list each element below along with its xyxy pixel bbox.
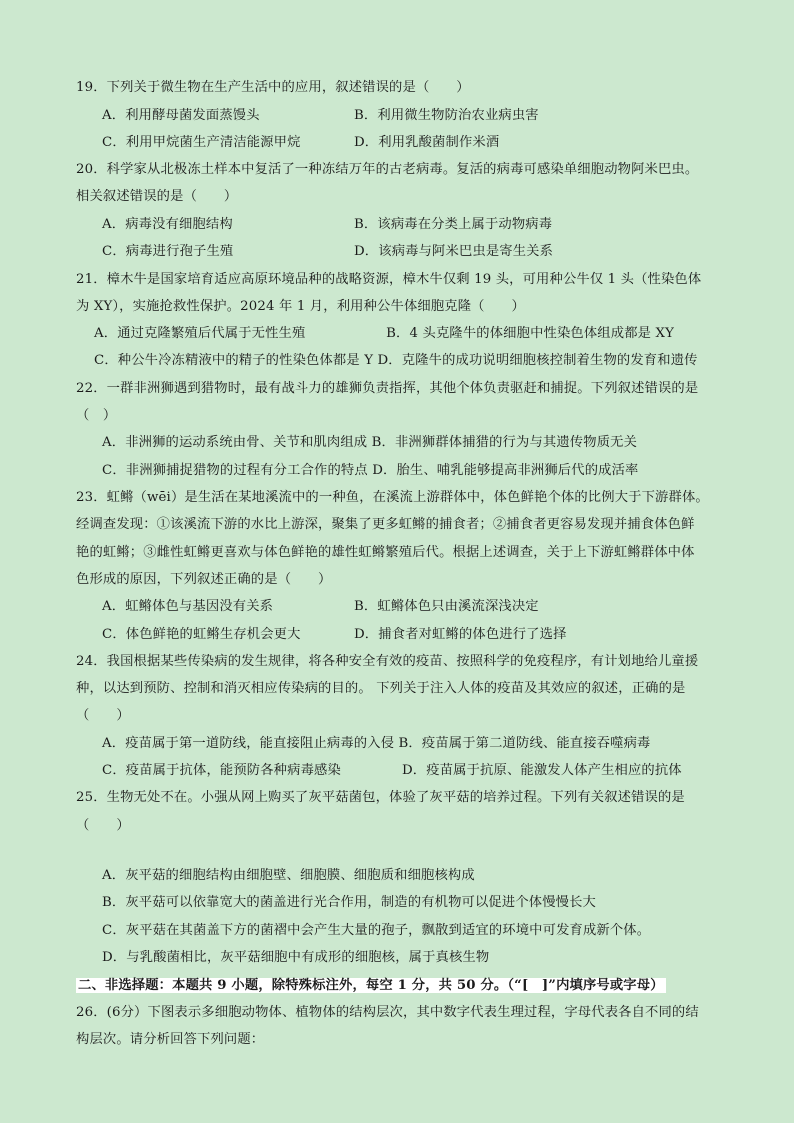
q21-options-ab: A．通过克隆繁殖后代属于无性生殖 B．4 头克隆牛的体细胞中性染色体组成都是 XY [94, 326, 675, 341]
q23-option-c: C．体色鲜艳的虹鳉生存机会更大 [102, 627, 301, 642]
section-2-title-text: 二、非选择题：本题共 9 小题，除特殊标注外，每空 1 分，共 50 分。（“[ ]”内填序号或字母） [78, 978, 664, 993]
q22-options-ab: A．非洲狮的运动系统由骨、关节和肌肉组成 B．非洲狮群体捕猎的行为与其遗传物质无关 [102, 435, 638, 450]
q26-stem-line2: 构层次。请分析回答下列问题： [76, 1032, 265, 1047]
q24-stem-line2: 种，以达到预防、控制和消灭相应传染病的目的。 下列关于注入人体的疫苗及其效应的叙述，正确的是 [76, 681, 686, 696]
q25-stem-line1: 25．生物无处不在。小强从网上购买了灰平菇菌包，体验了灰平菇的培养过程。下列有关叙述错误的是 [76, 790, 685, 805]
q24-stem-line3: （ ） [76, 708, 130, 723]
q24-option-d: D．疫苗属于抗原、能激发人体产生相应的抗体 [402, 763, 682, 778]
q19-option-d: D．利用乳酸菌制作米酒 [354, 135, 500, 150]
q23-stem-line3: 艳的虹鳉；③雌性虹鳉更喜欢与体色鲜艳的雄性虹鳉繁殖后代。根据上述调查，关于上下游虹鳉群体中体 [76, 545, 695, 560]
q19-option-c: C．利用甲烷菌生产清洁能源甲烷 [102, 135, 301, 150]
q22-stem-line1: 22．一群非洲狮遇到猎物时，最有战斗力的雄狮负责指挥，其他个体负责驱赶和捕捉。下列叙述错误的是 [76, 381, 699, 396]
q23-stem-line4: 色形成的原因，下列叙述正确的是（ ） [76, 572, 332, 587]
q19-stem: 19．下列关于微生物在生产生活中的应用，叙述错误的是（ ） [76, 80, 470, 95]
q21-stem-line1: 21．樟木牛是国家培育适应高原环境品种的战略资源，樟木牛仅剩 19 头，可用种公牛仅 1 头（性染色体 [76, 272, 702, 287]
q20-stem-line2: 相关叙述错误的是（ ） [76, 189, 238, 204]
q22-stem-line2: （ ） [76, 408, 117, 423]
section-2-title [76, 977, 666, 995]
q26-stem-line1: 26．(6分）下图表示多细胞动物体、植物体的结构层次，其中数字代表生理过程，字母代表各自不同的结 [76, 1005, 699, 1020]
q21-options-cd: C．种公牛冷冻精液中的精子的性染色体都是 Y D．克隆牛的成功说明细胞核控制着生物的发育和遗传 [94, 353, 698, 368]
q25-stem-line2: （ ） [76, 818, 130, 833]
q23-option-a: A．虹鳉体色与基因没有关系 [102, 599, 274, 614]
q19-option-b: B．利用微生物防治农业病虫害 [354, 108, 539, 123]
q25-option-c: C．灰平菇在其菌盖下方的菌褶中会产生大量的孢子，飘散到适宜的环境中可发育成新个体。 [102, 923, 651, 938]
q25-option-b: B．灰平菇可以依靠宽大的菌盖进行光合作用，制造的有机物可以促进个体慢慢长大 [102, 895, 597, 910]
q24-option-c: C．疫苗属于抗体，能预防各种病毒感染 [102, 763, 341, 778]
q24-options-ab: A．疫苗属于第一道防线，能直接阻止病毒的入侵 B．疫苗属于第二道防线、能直接吞噬病毒 [102, 736, 651, 751]
q19-option-a: A．利用酵母菌发面蒸馒头 [102, 108, 260, 123]
q20-option-b: B．该病毒在分类上属于动物病毒 [354, 217, 553, 232]
q25-option-a: A．灰平菇的细胞结构由细胞壁、细胞膜、细胞质和细胞核构成 [102, 868, 475, 883]
q23-option-d: D．捕食者对虹鳉的体色进行了选择 [354, 627, 567, 642]
q23-option-b: B．虹鳉体色只由溪流深浅决定 [354, 599, 539, 614]
q20-option-d: D．该病毒与阿米巴虫是寄生关系 [354, 244, 554, 259]
q22-options-cd: C．非洲狮捕捉猎物的过程有分工合作的特点 D．胎生、哺乳能够提高非洲狮后代的成活率 [102, 463, 639, 478]
q21-stem-line2: 为 XY），实施抢救性保护。2024 年 1 月，利用种公牛体细胞克隆（ ） [76, 299, 525, 314]
q23-stem-line1: 23．虹鳉（wēi）是生活在某地溪流中的一种鱼，在溪流上游群体中，体色鲜艳个体的比例大于下游群体。 [76, 490, 709, 505]
q24-stem-line1: 24．我国根据某些传染病的发生规律，将各种安全有效的疫苗、按照科学的免疫程序，有计划地给儿童援 [76, 654, 699, 669]
q25-option-d: D．与乳酸菌相比，灰平菇细胞中有成形的细胞核，属于真核生物 [102, 950, 490, 965]
q20-option-a: A．病毒没有细胞结构 [102, 217, 233, 232]
q20-option-c: C．病毒进行孢子生殖 [102, 244, 234, 259]
q20-stem-line1: 20．科学家从北极冻土样本中复活了一种冻结万年的古老病毒。复活的病毒可感染单细胞动物阿米巴虫。 [76, 162, 699, 177]
q23-stem-line2: 经调查发现：①该溪流下游的水比上游深，聚集了更多虹鳉的捕食者；②捕食者更容易发现并捕食体色鲜 [76, 517, 695, 532]
